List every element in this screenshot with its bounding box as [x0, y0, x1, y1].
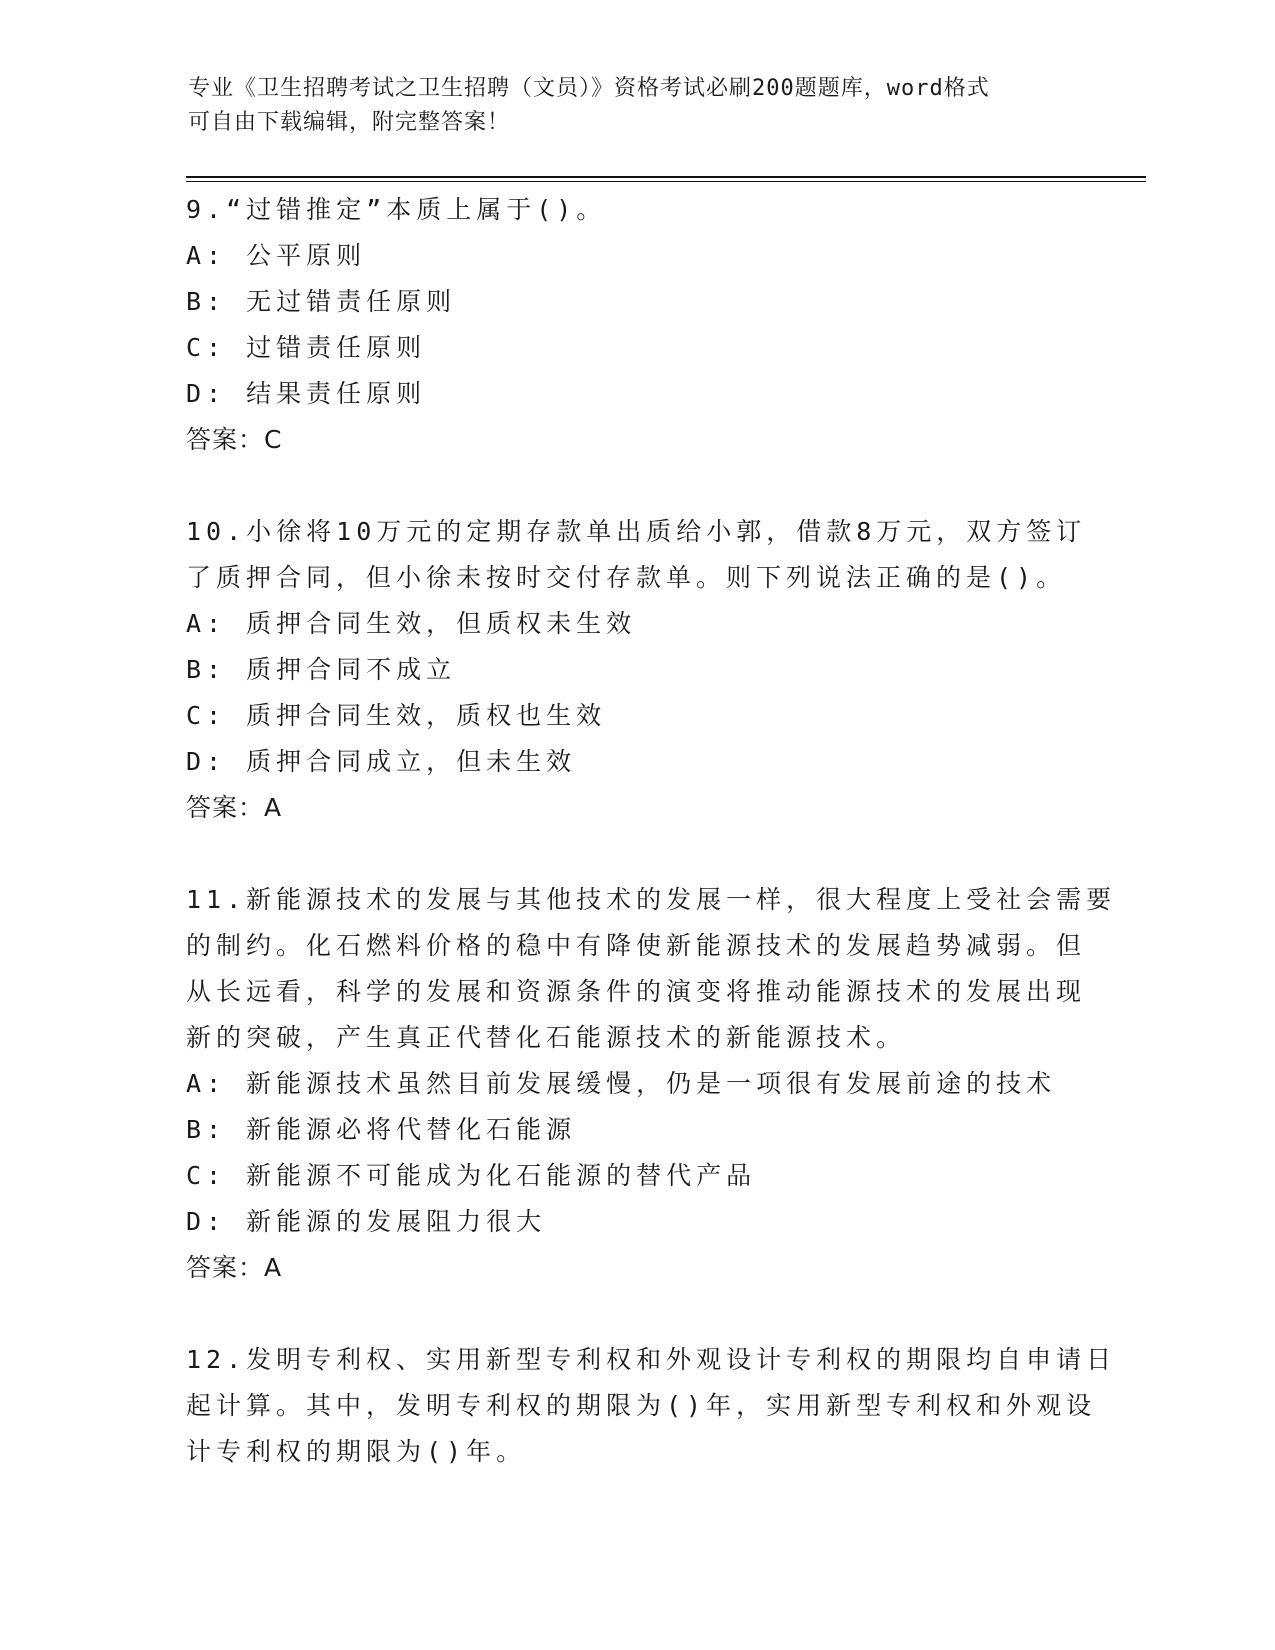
option-a: A: 新能源技术虽然目前发展缓慢，仍是一项很有发展前途的技术 [186, 1069, 1057, 1098]
question-text: 12.发明专利权、实用新型专利权和外观设计专利权的期限均自申请日 [186, 1345, 1117, 1374]
option-c: C: 新能源不可能成为化石能源的替代产品 [186, 1161, 757, 1190]
header-title-line: 专业《卫生招聘考试之卫生招聘（文员）》资格考试必刷200题题库，word格式 [188, 76, 990, 101]
question-text: 的制约。化石燃料价格的稳中有降使新能源技术的发展趋势减弱。但 [186, 931, 1087, 960]
document-header [188, 72, 1088, 140]
header-subtitle-line: 可自由下载编辑，附完整答案！ [188, 110, 511, 135]
option-d: D: 新能源的发展阻力很大 [186, 1207, 547, 1236]
option-d: D: 结果责任原则 [186, 379, 427, 408]
header-divider-thick [186, 176, 1146, 178]
option-b: B: 质押合同不成立 [186, 655, 457, 684]
question-text: 从长远看，科学的发展和资源条件的演变将推动能源技术的发展出现 [186, 977, 1087, 1006]
question-text: 11.新能源技术的发展与其他技术的发展一样，很大程度上受社会需要 [186, 885, 1117, 914]
answer-label: 答案：C [186, 425, 283, 454]
answer-label: 答案：A [186, 1253, 283, 1282]
option-d: D: 质押合同成立，但未生效 [186, 747, 577, 776]
question-text: 10.小徐将10万元的定期存款单出质给小郭，借款8万元，双方签订 [186, 517, 1087, 546]
question-text: 起计算。其中，发明专利权的期限为()年，实用新型专利权和外观设 [186, 1391, 1097, 1420]
option-a: A: 质押合同生效，但质权未生效 [186, 609, 637, 638]
option-c: C: 质押合同生效，质权也生效 [186, 701, 607, 730]
option-a: A: 公平原则 [186, 241, 367, 270]
option-b: B: 无过错责任原则 [186, 287, 457, 316]
question-10 [186, 509, 1086, 831]
question-12 [186, 1337, 1117, 1475]
question-text: 计专利权的期限为()年。 [186, 1437, 527, 1466]
question-text: 9.“过错推定”本质上属于()。 [186, 195, 607, 224]
question-text: 新的突破，产生真正代替化石能源技术的新能源技术。 [186, 1023, 907, 1052]
answer-label: 答案：A [186, 793, 283, 822]
option-c: C: 过错责任原则 [186, 333, 427, 362]
question-11 [186, 877, 1117, 1291]
question-text: 了质押合同，但小徐未按时交付存款单。则下列说法正确的是()。 [186, 563, 1067, 592]
option-b: B: 新能源必将代替化石能源 [186, 1115, 577, 1144]
question-9 [186, 187, 1086, 463]
header-divider-thin [186, 181, 1146, 182]
question-list [186, 187, 1117, 1521]
